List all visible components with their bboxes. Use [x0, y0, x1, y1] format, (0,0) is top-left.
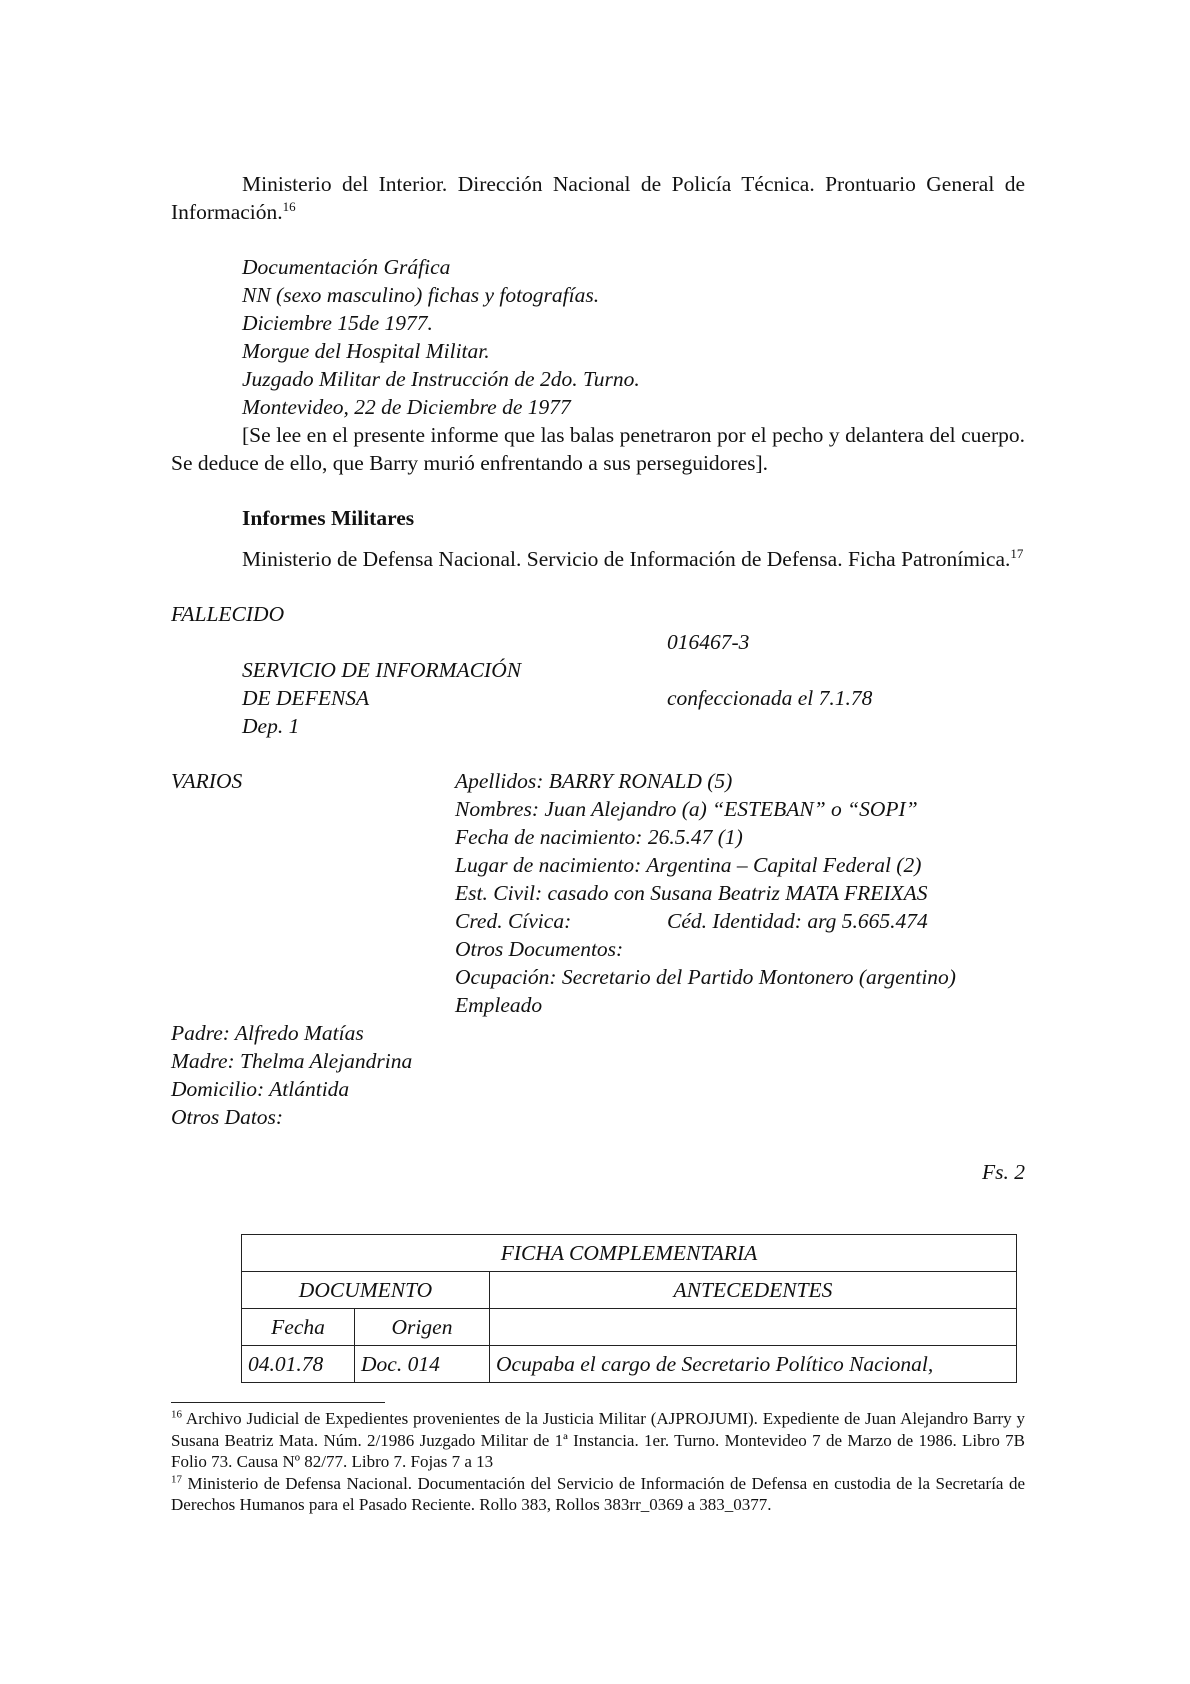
field-credencial-civica: Cred. Cívica:	[455, 909, 572, 933]
field-lugar-nacimiento: Lugar de nacimiento: Argentina – Capital Federal (2)	[455, 853, 922, 877]
section-heading: Informes Militares	[242, 506, 415, 530]
table-row	[242, 1235, 1017, 1272]
ficha-number: 016467-3	[667, 630, 750, 654]
footnote-ref-17: 17	[1010, 545, 1024, 561]
table-cell-empty	[490, 1309, 1017, 1346]
field-otros-datos: Otros Datos:	[171, 1105, 284, 1129]
footnote-number: 16	[171, 1408, 182, 1421]
doc-grafica-line: Diciembre 15de 1977.	[242, 311, 433, 335]
footnote-number: 17	[171, 1472, 182, 1485]
doc-grafica-line: Morgue del Hospital Militar.	[242, 339, 490, 363]
service-name: SERVICIO DE INFORMACIÓN	[242, 658, 522, 682]
table-cell-fecha: 04.01.78	[242, 1346, 355, 1383]
doc-grafica-line: Juzgado Militar de Instrucción de 2do. Turno.	[242, 367, 640, 391]
table-title: FICHA COMPLEMENTARIA	[242, 1235, 1017, 1272]
intro-text: Ministerio del Interior. Dirección Nacional de Policía Técnica. Prontuario General de Información.	[171, 172, 1025, 224]
field-fecha-nacimiento: Fecha de nacimiento: 26.5.47 (1)	[455, 825, 743, 849]
subheader-origen: Origen	[355, 1309, 490, 1346]
subheader-fecha: Fecha	[242, 1309, 355, 1346]
footnotes	[171, 1408, 1025, 1516]
table-cell-antecedentes: Ocupaba el cargo de Secretario Político Nacional,	[490, 1346, 1017, 1383]
varios-label: VARIOS	[171, 769, 243, 793]
ficha-patronimica	[171, 600, 1025, 1186]
footnote-text: Ministerio de Defensa Nacional. Documentación del Servicio de Información de Defensa en custodia de la Secretaría de Derechos Humanos para el Pasado Reciente. Rollo 383, Rollos 383rr_0369 a 383_0377.	[171, 1473, 1025, 1514]
table-row	[242, 1346, 1017, 1383]
field-empleado: Empleado	[455, 993, 543, 1017]
field-cedula-identidad: Céd. Identidad: arg 5.665.474	[667, 909, 928, 933]
doc-grafica-block	[171, 253, 1025, 421]
ficha-complementaria-table	[241, 1234, 1017, 1383]
field-apellidos: Apellidos: BARRY RONALD (5)	[455, 769, 733, 793]
doc-grafica-line: Montevideo, 22 de Diciembre de 1977	[242, 395, 571, 419]
column-header-antecedentes: ANTECEDENTES	[490, 1272, 1017, 1309]
field-otros-documentos: Otros Documentos:	[455, 937, 624, 961]
fallecido-label: FALLECIDO	[171, 602, 285, 626]
bracket-note: [Se lee en el presente informe que las balas penetraron por el pecho y delantera del cuerpo. Se deduce de ello, que Barry murió enfrentando a sus perseguidores].	[171, 423, 1025, 475]
doc-grafica-title: Documentación Gráfica	[242, 255, 451, 279]
table-cell-origen: Doc. 014	[355, 1346, 490, 1383]
field-nombres: Nombres: Juan Alejandro (a) “ESTEBAN” o “SOPI”	[455, 797, 918, 821]
field-domicilio: Domicilio: Atlántida	[171, 1077, 350, 1101]
footnote-text: Archivo Judicial de Expedientes provenientes de la Justicia Militar (AJPROJUMI). Expediente de Juan Alejandro Barry y Susana Beatriz Mata. Núm. 2/1986 Juzgado Militar de 1ª Instancia. 1er. Turno. Montevideo 7 de Marzo de 1986. Libro 7B Folio 73. Causa Nº 82/77. Libro 7. Fojas 7 a 13	[171, 1409, 1025, 1471]
footnote-16	[171, 1408, 1025, 1473]
footnote-ref-16: 16	[282, 198, 296, 214]
field-estado-civil: Est. Civil: casado con Susana Beatriz MATA FREIXAS	[455, 881, 928, 905]
defensa-paragraph	[171, 545, 1025, 573]
field-padre: Padre: Alfredo Matías	[171, 1021, 364, 1045]
table-row	[242, 1272, 1017, 1309]
footnote-17	[171, 1473, 1025, 1516]
confeccionada-date: confeccionada el 7.1.78	[667, 686, 873, 710]
folio-number: Fs. 2	[982, 1160, 1025, 1184]
field-madre: Madre: Thelma Alejandrina	[171, 1049, 413, 1073]
table-row	[242, 1309, 1017, 1346]
doc-grafica-line: NN (sexo masculino) fichas y fotografías.	[242, 283, 600, 307]
defensa-text: Ministerio de Defensa Nacional. Servicio de Información de Defensa. Ficha Patronímica.	[242, 547, 1011, 571]
intro-paragraph	[171, 170, 1025, 226]
department: Dep. 1	[242, 714, 300, 738]
service-name: DE DEFENSA	[242, 686, 370, 710]
column-header-documento: DOCUMENTO	[242, 1272, 490, 1309]
field-ocupacion: Ocupación: Secretario del Partido Montonero (argentino)	[455, 965, 956, 989]
document-page	[171, 170, 1025, 1514]
footnote-separator	[171, 1402, 385, 1403]
